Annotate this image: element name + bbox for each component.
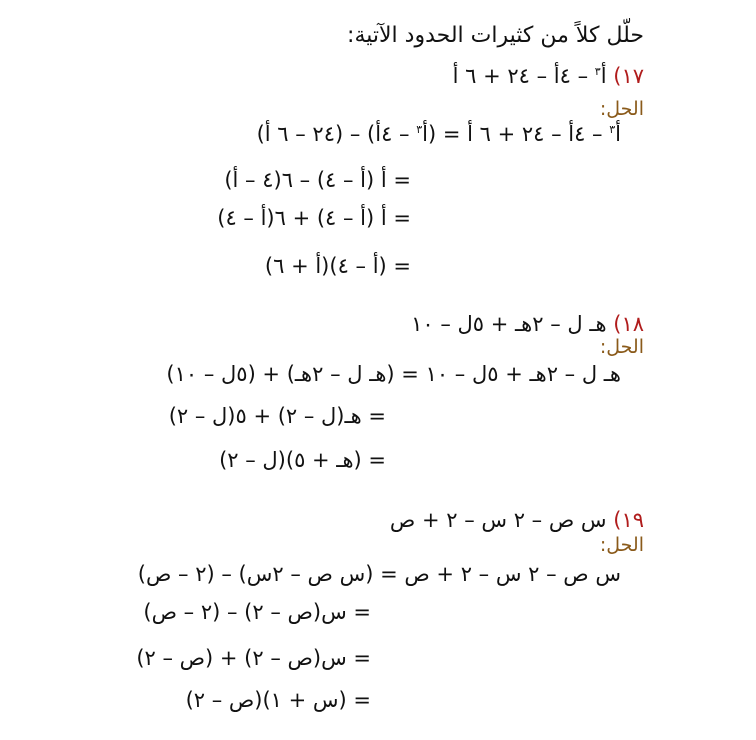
problem-18-number: ١٨) (613, 312, 644, 336)
problem-18-step-2: = هـ(ل – ٢) + ٥(ل – ٢) (168, 404, 386, 428)
problem-18-expression: هـ ل – ٢هـ + ٥ل – ١٠ (411, 312, 607, 336)
problem-19-number: ١٩) (613, 508, 644, 532)
problem-18-solution-label: الحل: (599, 336, 644, 358)
page-title: حلّل كلاً من كثيرات الحدود الآتية: (347, 23, 644, 48)
problem-17-step-2: = أ (أ – ٤) – ٦(٤ – أ) (224, 168, 411, 192)
problem-17-expression: أ$^٣$ – ٤أ – ٢٤ + ٦ أ (452, 64, 607, 88)
problem-19-step-4: = (س + ١)(ص – ٢) (185, 688, 371, 712)
problem-17-solution-label: الحل: (599, 98, 644, 120)
problem-17-number: ١٧) (613, 64, 644, 88)
problem-18-header (411, 310, 644, 338)
problem-18-step-1: هـ ل – ٢هـ + ٥ل – ١٠ = (هـ ل – ٢هـ) + (٥ل – ١٠) (166, 362, 621, 386)
problem-19-header (390, 506, 644, 534)
problem-17-step-3: = أ (أ – ٤) + ٦(أ – ٤) (217, 206, 411, 230)
problem-19-step-3: = س(ص – ٢) + (ص – ٢) (136, 646, 371, 670)
problem-19-expression: س ص – ٢ س – ٢ + ص (389, 508, 607, 532)
problem-19-step-2: = س(ص – ٢) – (٢ – ص) (143, 600, 371, 624)
problem-19-solution-label: الحل: (599, 534, 644, 556)
problem-17-step-1: أ$^٣$ – ٤أ – ٢٤ + ٦ أ = (أ$^٣$ – ٤أ) – (٢٤ – ٦ أ) (256, 122, 621, 146)
problem-18-step-3: = (هـ + ٥)(ل – ٢) (219, 448, 386, 472)
problem-17-header (453, 62, 644, 90)
problem-19-step-1: س ص – ٢ س – ٢ + ص = (س ص – ٢س) – (٢ – ص) (137, 562, 621, 586)
problem-17-step-4: = (أ – ٤)(أ + ٦) (264, 254, 411, 278)
